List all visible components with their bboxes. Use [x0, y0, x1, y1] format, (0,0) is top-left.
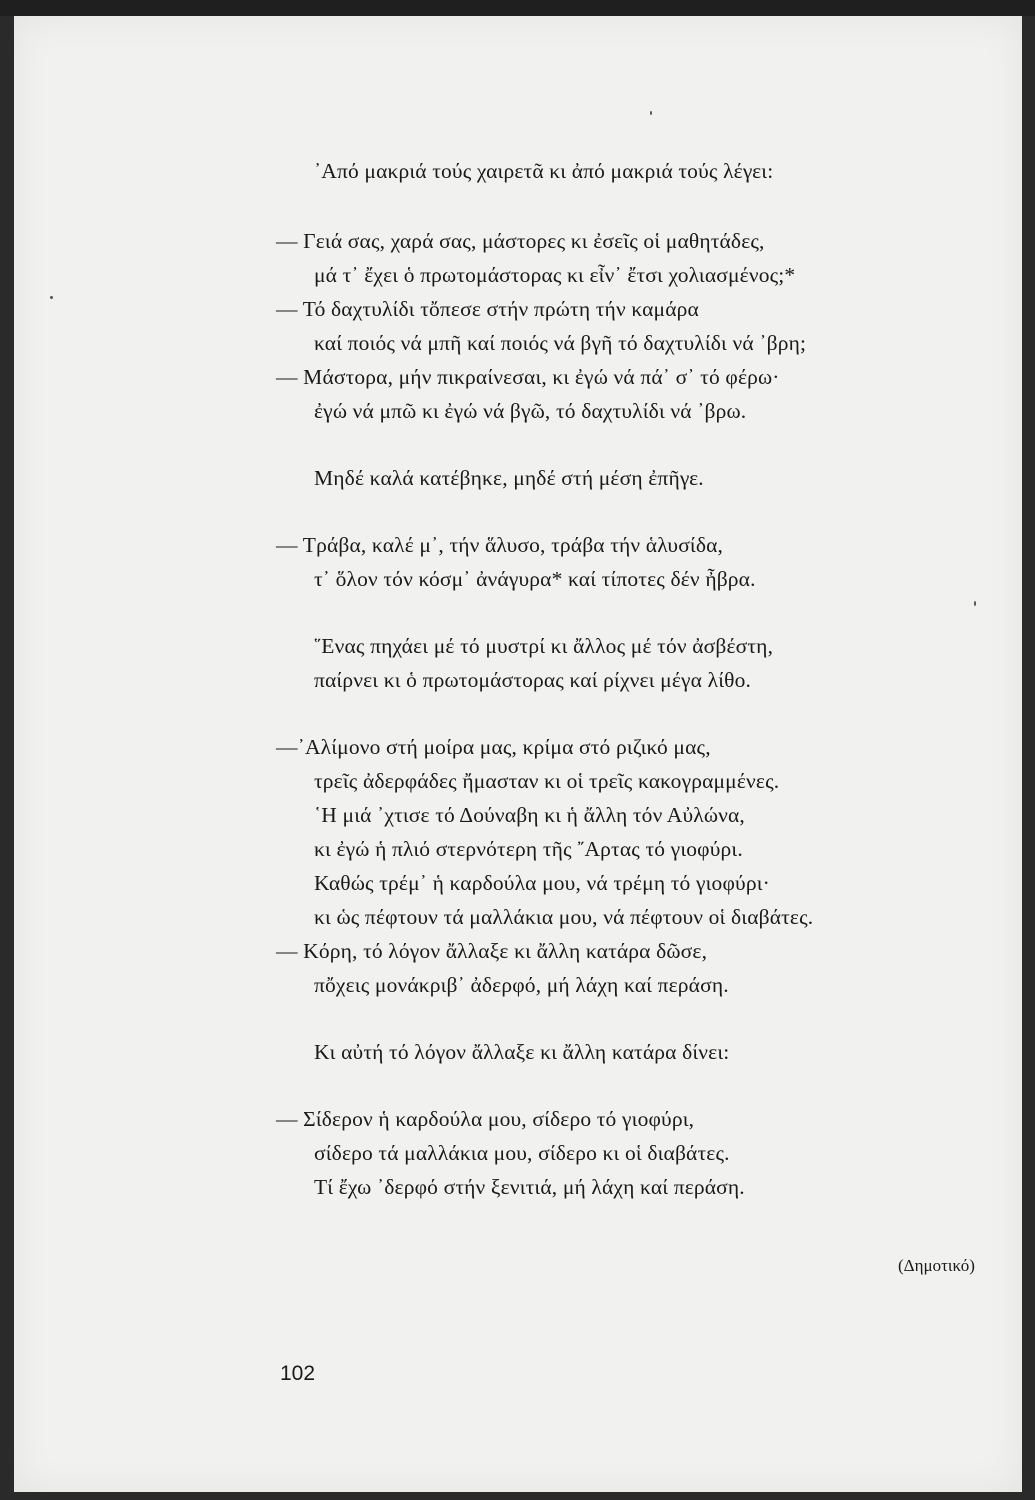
poem-line: ἐγώ νά μπῶ κι ἐγώ νά βγῶ, τό δαχτυλίδι νά ᾿βρω. [314, 399, 747, 423]
page-number: 102 [280, 1362, 316, 1385]
poem-line: — Γειά σας, χαρά σας, μάστορες κι ἐσεῖς οἱ μαθητάδες, [276, 229, 765, 253]
poem-line: μά τ᾿ ἔχει ὁ πρωτομάστορας κι εἶν᾿ ἔτσι χολιασμένος;* [314, 263, 796, 287]
poem-line: —᾿Αλίμονο στή μοίρα μας, κρίμα στό ριζικό μας, [276, 735, 711, 759]
poem-line: πὄχεις μονάκριβ᾿ ἀδερφό, μή λάχη καί περάση. [314, 973, 729, 997]
poem-line: τρεῖς ἀδερφάδες ἤμασταν κι οἱ τρεῖς κακογραμμένες. [314, 769, 780, 793]
poem-line: σίδερο τά μαλλάκια μου, σίδερο κι οἱ διαβάτες. [314, 1141, 730, 1165]
poem-line: — Κόρη, τό λόγον ἄλλαξε κι ἄλλη κατάρα δῶσε, [276, 939, 708, 963]
scan-speck [650, 111, 652, 115]
source-attribution: (Δημοτικό) [898, 1256, 975, 1275]
poem-line: παίρνει κι ὁ πρωτομάστορας καί ρίχνει μέγα λίθο. [314, 668, 752, 692]
scan-edge [0, 0, 1035, 16]
poem-line: καί ποιός νά μπῆ καί ποιός νά βγῆ τό δαχτυλίδι νά ᾿βρη; [314, 331, 807, 355]
poem-line: — Τό δαχτυλίδι τὄπεσε στήν πρώτη τήν καμάρα [276, 297, 699, 321]
poem-line: κι ἐγώ ἡ πλιό στερνότερη τῆς ῎Αρτας τό γιοφύρι. [314, 837, 743, 861]
book-page [14, 16, 1022, 1492]
poem-line: ᾿Από μακριά τούς χαιρετᾶ κι ἀπό μακριά τούς λέγει: [314, 159, 774, 183]
poem-line: — Σίδερον ἡ καρδούλα μου, σίδερο τό γιοφύρι, [276, 1107, 695, 1131]
poem-line: κι ὡς πέφτουν τά μαλλάκια μου, νά πέφτουν οἱ διαβάτες. [314, 905, 814, 929]
poem-line: Τί ἔχω ᾿δερφό στήν ξενιτιά, μή λάχη καί περάση. [314, 1175, 745, 1199]
poem-line: ῾Η μιά ᾿χτισε τό Δούναβη κι ἡ ἄλλη τόν Αὐλώνα, [314, 803, 745, 827]
poem-line: ῞Ενας πηχάει μέ τό μυστρί κι ἄλλος μέ τόν ἀσβέστη, [314, 634, 774, 658]
poem-line: Μηδέ καλά κατέβηκε, μηδέ στή μέση ἐπῆγε. [314, 466, 704, 490]
poem-line: Κι αὐτή τό λόγον ἄλλαξε κι ἄλλη κατάρα δίνει: [314, 1040, 730, 1064]
poem-line: — Μάστορα, μήν πικραίνεσαι, κι ἐγώ νά πά᾿ σ᾿ τό φέρω· [276, 365, 780, 389]
poem-line: Καθώς τρέμ᾿ ἡ καρδούλα μου, νά τρέμη τό γιοφύρι· [314, 871, 770, 895]
poem-line: — Τράβα, καλέ μ᾿, τήν ἅλυσο, τράβα τήν ἁλυσίδα, [276, 533, 724, 557]
scan-speck [50, 296, 53, 299]
scan-speck [974, 601, 976, 606]
poem-line: τ᾿ ὅλον τόν κόσμ᾿ ἀνάγυρα* καί τίποτες δέν ἦβρα. [314, 567, 756, 591]
